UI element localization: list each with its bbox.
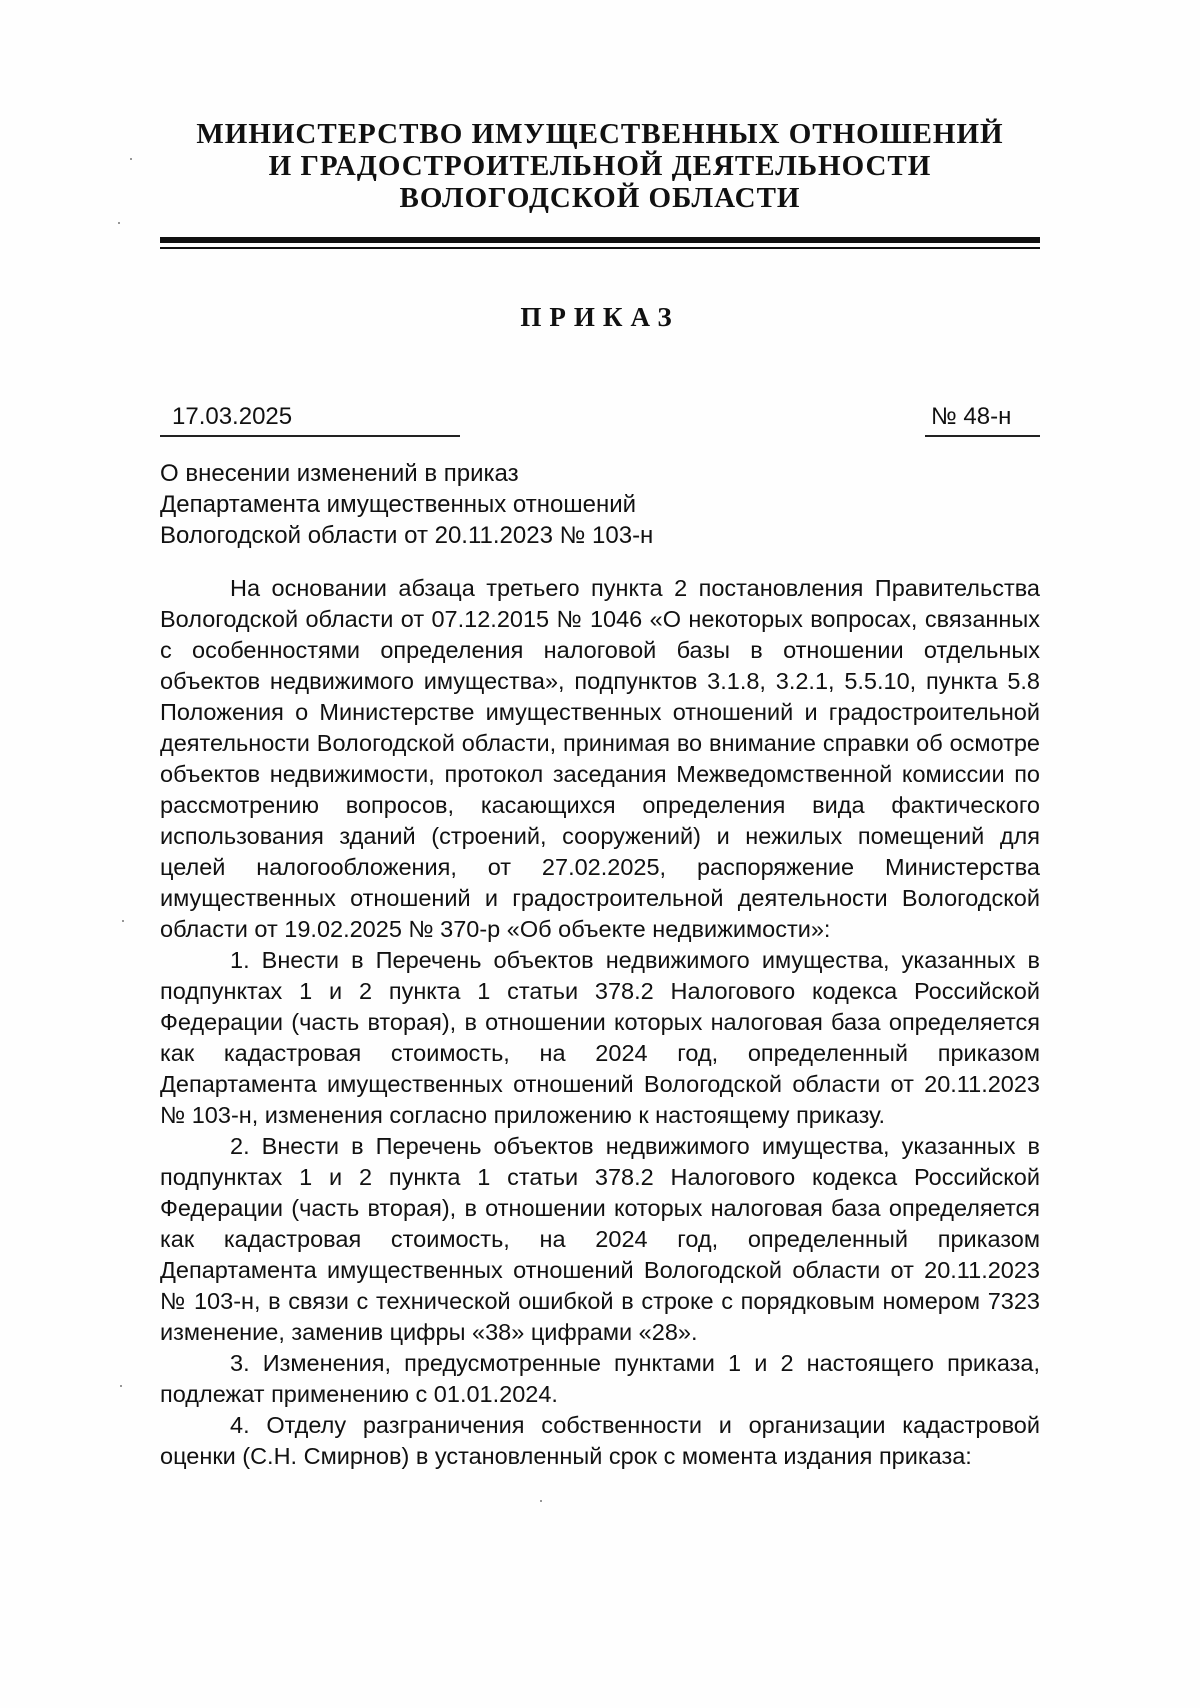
order-date-field <box>160 401 460 437</box>
order-date: 17.03.2025 <box>172 403 293 430</box>
header-line-1: МИНИСТЕРСТВО ИМУЩЕСТВЕННЫХ ОТНОШЕНИЙ <box>196 118 1004 150</box>
scan-speck <box>540 1500 542 1502</box>
scan-speck <box>122 920 124 922</box>
subject-line-2: Департамента имущественных отношений <box>160 491 637 518</box>
order-number-field <box>925 401 1040 437</box>
header-line-2: И ГРАДОСТРОИТЕЛЬНОЙ ДЕЯТЕЛЬНОСТИ <box>268 150 932 182</box>
order-body <box>160 573 1040 1472</box>
subject-line-1: О внесении изменений в приказ <box>160 460 519 487</box>
header-rule-thick <box>160 237 1040 243</box>
preamble-paragraph: На основании абзаца третьего пункта 2 постановления Правительства Вологодской области от 07.12.2015 № 1046 «О некоторых вопросах, связанных с особенностями определения налоговой базы в отношении отдельных объектов недвижимого имущества», подпунктов 3.1.8, 3.2.1, 5.5.10, пункта 5.8 Положения о Министерстве имущественных отношений и градостроительной деятельности Вологодской области, принимая во внимание справки об осмотре объектов недвижимости, протокол заседания Межведомственной комиссии по рассмотрению вопросов, касающихся определения вида фактического использования зданий (строений, сооружений) и нежилых помещений для целей налогообложения, от 27.02.2025, распоряжение Министерства имущественных отношений и градостроительной деятельности Вологодской области от 19.02.2025 № 370-р «Об объекте недвижимости»: <box>160 575 1040 942</box>
item-1-paragraph: 1. Внести в Перечень объектов недвижимого имущества, указанных в подпунктах 1 и 2 пункта 1 статьи 378.2 Налогового кодекса Российской Федерации (часть вторая), в отношении которых налоговая база определяется как кадастровая стоимость, на 2024 год, определенный приказом Департамента имущественных отношений Вологодской области от 20.11.2023 № 103-н, изменения согласно приложению к настоящему приказу. <box>160 947 1040 1128</box>
item-4-paragraph: 4. Отделу разграничения собственности и организации кадастровой оценки (С.Н. Смирнов) в установленный срок с момента издания приказа: <box>160 1412 1040 1469</box>
order-subject <box>160 458 760 551</box>
scan-speck <box>120 1385 122 1387</box>
order-number: № 48-н <box>931 403 1012 430</box>
header-rule-thin <box>160 247 1040 249</box>
document-type-title: ПРИКАЗ <box>520 302 680 332</box>
subject-line-3: Вологодской области от 20.11.2023 № 103-н <box>160 522 654 549</box>
item-3-paragraph: 3. Изменения, предусмотренные пунктами 1 и 2 настоящего приказа, подлежат применению с 01.01.2024. <box>160 1350 1040 1407</box>
item-2-paragraph: 2. Внести в Перечень объектов недвижимого имущества, указанных в подпунктах 1 и 2 пункта 1 статьи 378.2 Налогового кодекса Российской Федерации (часть вторая), в отношении которых налоговая база определяется как кадастровая стоимость, на 2024 год, определенный приказом Департамента имущественных отношений Вологодской области от 20.11.2023 № 103-н, в связи с технической ошибкой в строке с порядковым номером 7323 изменение, заменив цифры «38» цифрами «28». <box>160 1133 1040 1345</box>
scan-speck <box>118 222 120 224</box>
scan-speck <box>130 158 132 160</box>
ministry-header <box>160 118 1040 214</box>
header-line-3: ВОЛОГОДСКОЙ ОБЛАСТИ <box>399 182 801 214</box>
